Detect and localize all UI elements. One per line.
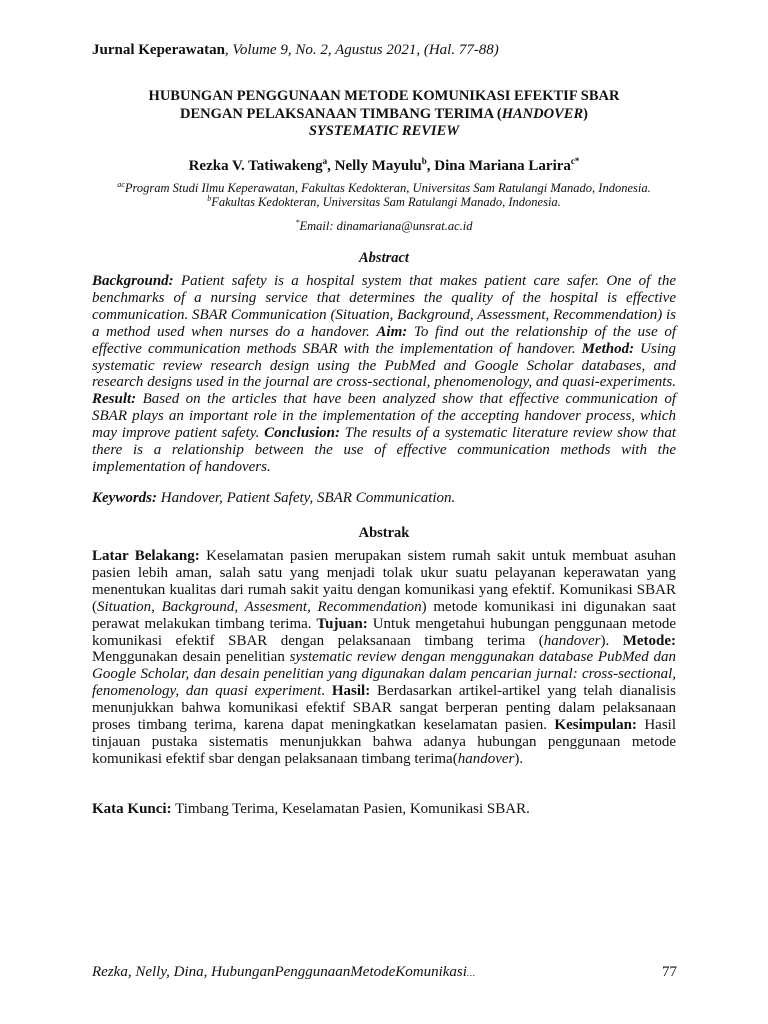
- latar-belakang-label: Latar Belakang:: [92, 548, 200, 564]
- abstract-heading: Abstract: [359, 250, 409, 266]
- background-text: Patient safety is a hospital system that makes patient care safer. One of the benchmarks of a nursing service that determines the quality of the hospital is effective communication. SBAR Communication (Situation, Background, Assessment, Recommendation) is a method used when nurses do a handover.: [92, 273, 676, 340]
- tujuan-handover-term: handover: [543, 632, 601, 649]
- author-list: [0, 156, 768, 175]
- running-footer: [92, 964, 475, 981]
- journal-name: Jurnal Keperawatan: [92, 42, 225, 58]
- title-line-2-close: ): [583, 105, 588, 122]
- sbar-expansion: Situation, Background, Assesment, Recommendation: [97, 598, 422, 615]
- affiliation-2-text: Fakultas Kedokteran, Universitas Sam Ratulangi Manado, Indonesia.: [211, 195, 561, 210]
- title-systematic-review: SYSTEMATIC REVIEW: [308, 123, 460, 139]
- author-1-affiliation-mark: a: [322, 156, 328, 166]
- author-separator: ,: [327, 158, 335, 174]
- affiliation-1-text: Program Studi Ilmu Keperawatan, Fakultas Kedokteran, Universitas Sam Ratulangi Manado, Indonesia.: [124, 181, 651, 196]
- title-line-1: HUBUNGAN PENGGUNAAN METODE KOMUNIKASI EFEKTIF SBAR: [148, 88, 620, 104]
- affiliation-2: [0, 192, 768, 209]
- journal-volume-info: , Volume 9, No. 2, Agustus 2021, (Hal. 77-88): [224, 42, 499, 58]
- latar-belakang-text-2: ) metode komunikasi ini digunakan saat perawat melakukan timbang terima.: [92, 598, 676, 632]
- running-title: Rezka, Nelly, Dina, HubunganPenggunaanMetodeKomunikasi: [92, 964, 467, 980]
- abstract-indonesian: [92, 548, 676, 768]
- affiliation-2-mark: b: [207, 194, 212, 203]
- metode-label: Metode:: [622, 632, 676, 649]
- title-line-2-text: DENGAN PELAKSANAAN TIMBANG TERIMA (: [180, 105, 502, 122]
- page-number: 77: [662, 964, 677, 980]
- tujuan-text: Untuk mengetahui hubungan penggunaan metode komunikasi efektif SBAR dengan pelaksanaan timbang terima (: [92, 615, 677, 649]
- hasil-text: Berdasarkan artikel-artikel yang telah dianalisis menunjukkan bahwa komunikasi efektif SBAR sangat berperan penting dalam pelaksanaan proses timbang terima, karena dapat meningkatkan keselamatan pasien.: [92, 683, 676, 734]
- method-text: Using systematic review research design using the PubMed and Google Scholar databases, and research designs used in the journal are cross-sectional, phenomenology, and quasi-experiments.: [92, 340, 676, 391]
- kata-kunci-label: Kata Kunci:: [92, 801, 172, 817]
- metode-text: Menggunakan desain penelitian: [92, 649, 290, 666]
- metode-italic-text: systematic review dengan menggunakan database PubMed dan Google Scholar, dan desain penelitian yang digunakan dalam pencarian jurnal: cross-sectional, fenomenology, dan quasi experiment: [92, 649, 676, 700]
- email-text: Email: dinamariana@unsrat.ac.id: [299, 219, 473, 234]
- hasil-label: Hasil:: [331, 683, 371, 700]
- keywords-label: Keywords:: [92, 490, 157, 506]
- journal-header: [92, 42, 499, 59]
- kesimpulan-handover-term: handover: [457, 750, 515, 767]
- author-2-affiliation-mark: b: [421, 156, 427, 166]
- keywords-english: [92, 490, 676, 507]
- keywords-text: Handover, Patient Safety, SBAR Communication.: [157, 490, 456, 506]
- aim-text: To find out the relationship of the use of effective communication methods SBAR with the implementation of handover.: [92, 323, 676, 357]
- aim-label: Aim:: [376, 323, 408, 340]
- tujuan-text-2: ).: [600, 632, 623, 649]
- method-label: Method:: [581, 340, 635, 357]
- latar-belakang-text: Keselamatan pasien merupakan sistem rumah sakit untuk membuat asuhan pasien lebih aman, salah satu yang menjadi tolak ukur suatu pelayanan keperawatan yang menentukan kualitas dari rumah sakit yaitu dengan komunikasi yang efektif. Komunikasi SBAR (: [92, 548, 676, 615]
- title-handover-term: HANDOVER: [501, 105, 584, 122]
- title-line-2: [0, 106, 768, 124]
- author-1: Rezka V. Tatiwakeng: [188, 158, 323, 174]
- abstract-english: [92, 273, 676, 476]
- result-label: Result:: [92, 391, 137, 408]
- email-mark: *: [295, 218, 300, 227]
- tujuan-label: Tujuan:: [316, 615, 368, 632]
- author-separator: ,: [426, 158, 435, 174]
- conclusion-label: Conclusion:: [264, 425, 340, 442]
- article-title: [0, 88, 768, 141]
- title-line-3: [0, 123, 768, 141]
- affiliation-1-mark: ac: [117, 180, 125, 189]
- kata-kunci-text: Timbang Terima, Keselamatan Pasien, Komunikasi SBAR.: [171, 801, 530, 817]
- running-title-ellipsis: …: [466, 968, 475, 978]
- kesimpulan-text-2: ).: [514, 750, 524, 767]
- kesimpulan-text: Hasil tinjauan pustaka sistematis menunjukkan bahwa adanya hubungan penggunaan metode komunikasi efektif sbar dengan pelaksanaan timbang terima(: [92, 717, 676, 767]
- author-3-affiliation-mark: c*: [570, 156, 580, 166]
- author-2: Nelly Mayulu: [334, 158, 422, 174]
- author-3: Dina Mariana Larira: [434, 158, 571, 174]
- corresponding-email: [0, 218, 768, 234]
- background-label: Background:: [92, 273, 174, 289]
- conclusion-text: The results of a systematic literature review show that there is a relationship between the use of effective communication methods with the implementation of handovers.: [92, 425, 676, 475]
- result-text: Based on the articles that have been analyzed show that effective communication of SBAR plays an important role in the implementation of the accepting handover process, which may improve patient safety.: [92, 391, 676, 442]
- keywords-indonesian: [92, 801, 676, 818]
- abstrak-heading: Abstrak: [358, 525, 410, 541]
- metode-text-2: .: [321, 683, 332, 700]
- kesimpulan-label: Kesimpulan:: [554, 717, 637, 734]
